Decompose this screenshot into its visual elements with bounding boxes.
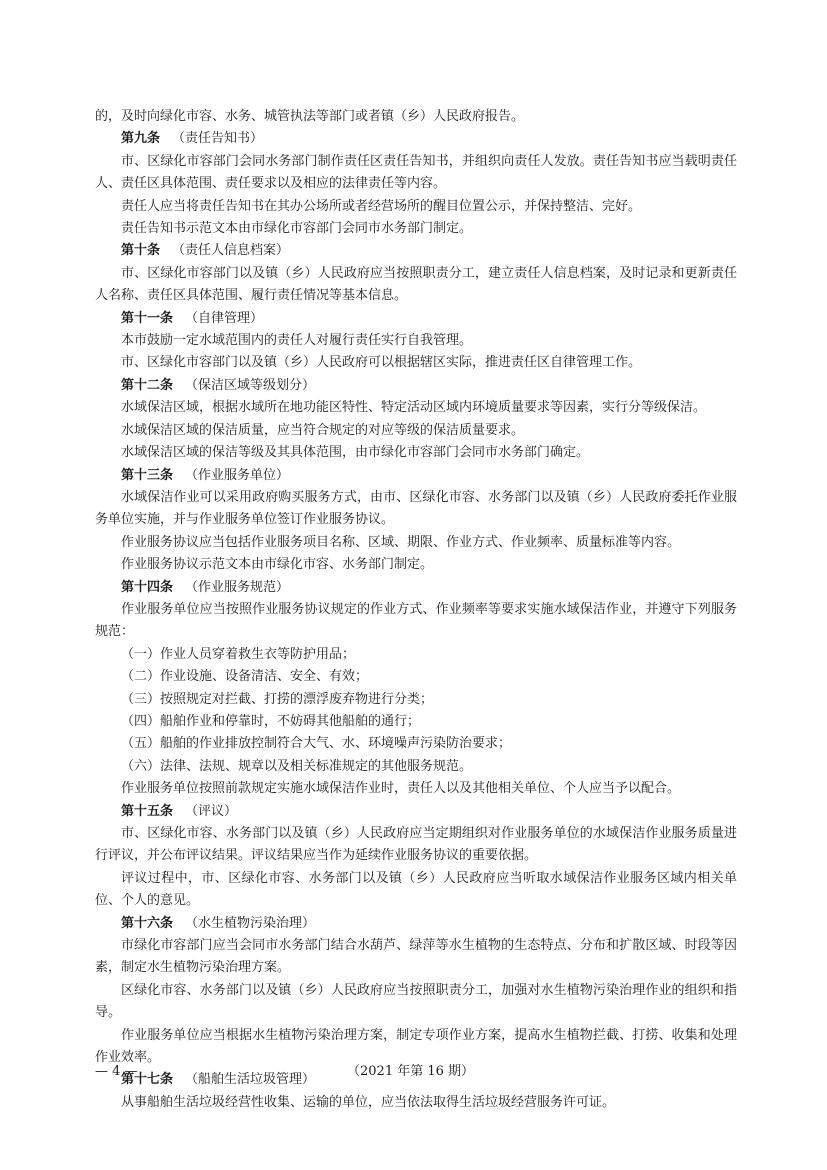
article-heading	[95, 801, 737, 823]
article-number: 第十一条	[121, 310, 174, 326]
body-paragraph: 市、区绿化市容部门会同水务部门制作责任区责任告知书，并组织向责任人发放。责任告知书应当载明责任人、责任区具体范围、责任要求以及相应的法律责任等内容。	[95, 153, 737, 192]
article-title: （责任告知书）	[172, 131, 264, 147]
body-paragraph: 责任人应当将责任告知书在其办公场所或者经营场所的醒目位置公示，并保持整洁、完好。	[121, 198, 642, 214]
body-paragraph: 市绿化市容部门应当会同市水务部门结合水葫芦、绿萍等水生植物的生态特点、分布和扩散区域、时段等因素，制定水生植物污染治理方案。	[95, 938, 737, 976]
body-paragraph: 作业服务协议示范文本由市绿化市容、水务部门制定。	[121, 557, 434, 573]
page-number: — 4 —	[95, 1064, 138, 1079]
body-paragraph: （二）作业设施、设备清洁、安全、有效；	[121, 669, 369, 685]
body-paragraph: 市、区绿化市容部门以及镇（乡）人民政府应当按照职责分工，建立责任人信息档案，及时记录和更新责任人名称、责任区具体范围、履行责任情况等基本信息。	[95, 265, 737, 304]
article-title: （评议）	[185, 803, 238, 819]
body-paragraph: 从事船舶生活垃圾经营性收集、运输的单位，应当依法取得生活垃圾经营服务许可证。	[121, 1094, 616, 1110]
body-paragraph: 作业服务单位应当按照作业服务协议规定的作业方式、作业频率等要求实施水域保洁作业，并遵守下列服务规范：	[95, 601, 737, 640]
article-title: （船舶生活垃圾管理）	[185, 1072, 316, 1088]
article-title: （自律管理）	[185, 310, 264, 326]
body-paragraph: 评议过程中，市、区绿化市容、水务部门以及镇（乡）人民政府应当听取水域保洁作业服务区域内相关单位、个人的意见。	[95, 870, 737, 909]
issue-label: （2021 年第 16 期）	[347, 1064, 475, 1079]
article-title: （水生植物污染治理）	[185, 915, 316, 931]
body-paragraph: 水域保洁作业可以采用政府购买服务方式，由市、区绿化市容、水务部门以及镇（乡）人民政府委托作业服务单位实施，并与作业服务单位签订作业服务协议。	[95, 489, 737, 528]
article-heading	[95, 375, 737, 397]
article-number: 第十条	[121, 243, 161, 259]
body-paragraph: 区绿化市容、水务部门以及镇（乡）人民政府应当按照职责分工，加强对水生植物污染治理作业的组织和指导。	[95, 982, 737, 1021]
article-title: （作业服务单位）	[185, 467, 290, 483]
body-paragraph: （一）作业人员穿着救生衣等防护用品；	[121, 646, 356, 662]
body-paragraph: （六）法律、法规、规章以及相关标准规定的其他服务规范。	[121, 758, 473, 774]
body-paragraph: （三）按照规定对拦截、打捞的漂浮废弃物进行分类；	[121, 691, 434, 707]
body-paragraph: （四）船舶作业和停靠时，不妨碍其他船舶的通行；	[121, 713, 421, 729]
article-title: （作业服务规范）	[185, 579, 290, 595]
article-number: 第十三条	[121, 467, 174, 483]
body-paragraph: 市、区绿化市容部门以及镇（乡）人民政府可以根据辖区实际，推进责任区自律管理工作。	[121, 355, 642, 371]
page-footer	[95, 1061, 737, 1083]
article-number: 第十五条	[121, 803, 174, 819]
article-heading	[95, 465, 737, 487]
body-paragraph: 水域保洁区域的保洁质量，应当符合规定的对应等级的保洁质量要求。	[121, 422, 525, 438]
body-paragraph: 作业服务协议应当包括作业服务项目名称、区域、期限、作业方式、作业频率、质量标准等内容。	[121, 534, 681, 550]
body-paragraph: 责任告知书示范文本由市绿化市容部门会同市水务部门制定。	[121, 221, 473, 237]
article-title: （保洁区域等级划分）	[185, 377, 316, 393]
body-paragraph: 的，及时向绿化市容、水务、城管执法等部门或者镇（乡）人民政府报告。	[95, 109, 525, 124]
article-number: 第十二条	[121, 377, 174, 393]
body-paragraph: 作业服务单位按照前款规定实施水域保洁作业时，责任人以及其他相关单位、个人应当予以配合。	[121, 781, 681, 797]
body-paragraph: 水域保洁区域，根据水域所在地功能区特性、特定活动区域内环境质量要求等因素，实行分等级保洁。	[121, 400, 707, 416]
article-number: 第十六条	[121, 915, 174, 931]
article-number: 第十七条	[121, 1072, 174, 1088]
body-paragraph: 市、区绿化市容、水务部门以及镇（乡）人民政府应当定期组织对作业服务单位的水域保洁作业服务质量进行评议，并公布评议结果。评议结果应当作为延续作业服务协议的重要依据。	[95, 826, 737, 864]
article-heading	[95, 240, 737, 262]
body-paragraph: （五）船舶的作业排放控制符合大气、水、环境噪声污染防治要求；	[121, 736, 512, 752]
document-body	[95, 106, 737, 1114]
article-number: 第十四条	[121, 579, 174, 595]
article-heading	[95, 913, 737, 935]
article-heading	[95, 308, 737, 330]
body-paragraph: 作业服务单位应当根据水生植物污染治理方案，制定专项作业方案，提高水生植物拦截、打捞、收集和处理作业效率。	[95, 1027, 737, 1066]
article-number: 第九条	[121, 131, 161, 147]
article-heading	[95, 577, 737, 599]
article-title: （责任人信息档案）	[172, 243, 290, 259]
body-paragraph: 本市鼓励一定水域范围内的责任人对履行责任实行自我管理。	[121, 333, 473, 349]
body-paragraph: 水域保洁区域的保洁等级及其具体范围，由市绿化市容部门会同市水务部门确定。	[121, 445, 590, 461]
article-heading	[95, 128, 737, 150]
